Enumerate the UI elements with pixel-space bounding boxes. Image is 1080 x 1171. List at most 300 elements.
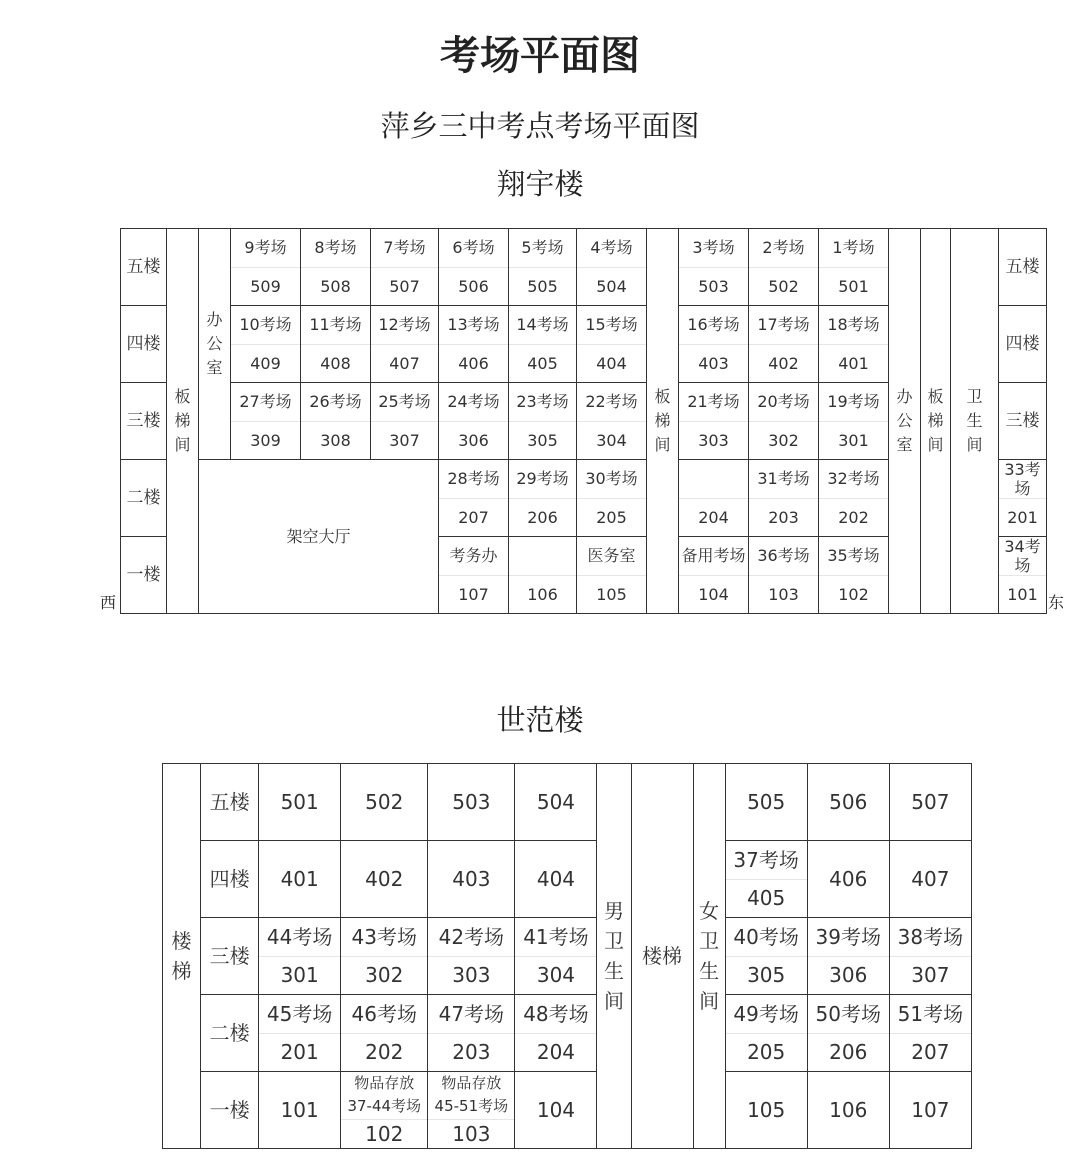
room-number: 302 [341, 956, 427, 995]
room-stack [679, 460, 748, 536]
exam-room-label: 7考场 [383, 238, 426, 258]
room-stack [301, 306, 370, 382]
room-stack [999, 537, 1046, 613]
exam-room-label: 6考场 [452, 238, 495, 258]
room-cell [231, 383, 301, 460]
room-number: 301 [819, 421, 888, 460]
room-stack [890, 995, 971, 1071]
female-restroom [693, 764, 725, 1149]
room-number: 305 [726, 956, 807, 995]
room-stack [259, 995, 340, 1071]
room-number: 101 [280, 1098, 319, 1122]
room-stack [819, 537, 888, 613]
room-cell [509, 537, 577, 614]
room-number: 308 [301, 421, 370, 460]
room-number: 405 [509, 344, 576, 383]
stairwell-right-text: 板梯间 [927, 387, 944, 454]
room-number: 403 [452, 867, 491, 891]
room-cell [515, 764, 597, 841]
room-number: 207 [890, 1033, 971, 1072]
room-number: 102 [341, 1119, 427, 1149]
stairs-left [163, 764, 201, 1149]
office-right [889, 229, 921, 614]
exam-room-label: 4考场 [590, 238, 633, 258]
room-cell [439, 306, 509, 383]
room-stack [509, 229, 576, 305]
exam-room-label [679, 460, 748, 498]
exam-room-label: 49考场 [733, 1001, 799, 1026]
room-cell [515, 1072, 597, 1149]
room-cell [341, 918, 428, 995]
room-number: 505 [509, 267, 576, 306]
room-number: 302 [749, 421, 818, 460]
room-cell [889, 918, 971, 995]
room-number: 203 [749, 498, 818, 537]
exam-room-label: 16考场 [687, 315, 740, 335]
floor-label-right-text: 五楼 [1005, 256, 1040, 277]
room-cell [371, 229, 439, 306]
exam-room-label: 31考场 [757, 469, 810, 489]
floor-label-text: 二楼 [126, 487, 161, 508]
room-stack [726, 918, 807, 994]
exam-room-label: 26考场 [309, 392, 362, 412]
room-stack [819, 229, 888, 305]
exam-room-label: 11考场 [309, 315, 362, 335]
floor-label-right-text: 三楼 [1005, 410, 1040, 431]
room-number: 203 [428, 1033, 514, 1072]
exam-room-label [428, 1072, 514, 1119]
male-restroom-text: 男卫生间 [604, 899, 624, 1013]
exam-room-label: 34考场 [1004, 537, 1041, 576]
room-stack [819, 460, 888, 536]
open-hall [199, 460, 439, 614]
room-cell [819, 537, 889, 614]
room-stack [439, 537, 508, 613]
room-stack [428, 1072, 514, 1148]
exam-room-label: 28考场 [447, 469, 500, 489]
floor-label-text: 五楼 [126, 256, 161, 277]
room-number: 107 [439, 575, 508, 614]
room-stack [509, 537, 576, 613]
room-stack [341, 995, 427, 1071]
room-number: 408 [301, 344, 370, 383]
room-number: 306 [808, 956, 889, 995]
room-number: 504 [577, 267, 646, 306]
room-cell [749, 460, 819, 537]
room-cell [679, 383, 749, 460]
exam-room-label: 13考场 [447, 315, 500, 335]
room-number: 206 [509, 498, 576, 537]
room-cell [889, 995, 971, 1072]
room-number: 103 [749, 575, 818, 614]
room-stack [679, 229, 748, 305]
exam-room-label: 46考场 [351, 1001, 417, 1026]
room-cell [259, 995, 341, 1072]
room-number: 303 [679, 421, 748, 460]
page-title: 考场平面图 [440, 32, 640, 79]
floor-row [163, 918, 972, 995]
exam-room-label: 29考场 [516, 469, 569, 489]
exam-room-label: 41考场 [523, 924, 589, 949]
room-stack [509, 383, 576, 459]
room-stack [679, 537, 748, 613]
room-number: 202 [341, 1033, 427, 1072]
room-cell [439, 383, 509, 460]
storage-note: 物品存放 37-44考场 [347, 1074, 422, 1116]
room-number: 104 [679, 575, 748, 614]
room-cell [577, 229, 647, 306]
stairs-middle-text: 楼梯 [642, 944, 683, 968]
room-stack [749, 383, 818, 459]
stairwell-middle [647, 229, 679, 614]
room-number: 103 [428, 1119, 514, 1149]
room-stack [679, 306, 748, 382]
room-stack [439, 306, 508, 382]
floor-label [121, 460, 167, 537]
room-cell [749, 229, 819, 306]
stairwell-middle-text: 板梯间 [654, 387, 671, 454]
room-number: 406 [829, 867, 868, 891]
room-cell [679, 537, 749, 614]
room-number: 305 [509, 421, 576, 460]
room-cell [577, 383, 647, 460]
room-number: 303 [428, 956, 514, 995]
floor-label-right-text: 四楼 [1005, 333, 1040, 354]
room-cell [577, 460, 647, 537]
room-cell [515, 995, 597, 1072]
floor-label-text: 一楼 [126, 564, 161, 585]
exam-room-label: 8考场 [314, 238, 357, 258]
room-cell [725, 918, 807, 995]
room-cell [439, 460, 509, 537]
room-stack [301, 229, 370, 305]
room-cell [725, 995, 807, 1072]
room-stack [577, 229, 646, 305]
room-stack [749, 306, 818, 382]
room-cell [999, 460, 1047, 537]
room-stack [577, 460, 646, 536]
exam-room-label: 23考场 [516, 392, 569, 412]
exam-room-label: 38考场 [897, 924, 964, 949]
room-cell [231, 306, 301, 383]
room-stack [515, 918, 596, 994]
building-1-title: 翔宇楼 [496, 167, 584, 201]
room-cell [819, 383, 889, 460]
room-cell [577, 306, 647, 383]
room-stack [819, 383, 888, 459]
exam-room-label: 17考场 [757, 315, 810, 335]
room-stack [509, 460, 576, 536]
room-number: 407 [371, 344, 438, 383]
floor-label [201, 841, 259, 918]
room-cell [679, 229, 749, 306]
room-cell [341, 764, 428, 841]
room-stack [679, 383, 748, 459]
floor-label-text: 二楼 [209, 1021, 250, 1045]
floor-row [163, 1072, 972, 1149]
room-cell [749, 537, 819, 614]
room-cell [819, 306, 889, 383]
room-cell [515, 918, 597, 995]
room-cell [889, 841, 971, 918]
room-cell [428, 1072, 515, 1149]
room-number: 502 [749, 267, 818, 306]
room-cell [439, 537, 509, 614]
exam-room-label: 21考场 [687, 392, 740, 412]
floor-label [201, 764, 259, 841]
room-number: 306 [439, 421, 508, 460]
room-cell [301, 306, 371, 383]
room-number: 105 [747, 1098, 786, 1122]
room-cell [807, 918, 889, 995]
room-cell [341, 995, 428, 1072]
room-cell [807, 995, 889, 1072]
room-number: 205 [577, 498, 646, 537]
exam-room-label [509, 537, 576, 575]
room-cell [679, 460, 749, 537]
room-stack [808, 918, 889, 994]
room-cell [439, 229, 509, 306]
floor-row [163, 995, 972, 1072]
room-cell [341, 841, 428, 918]
exam-room-label: 43考场 [351, 924, 417, 949]
room-stack [259, 918, 340, 994]
exam-room-label: 医务室 [587, 546, 636, 566]
room-cell [509, 460, 577, 537]
room-cell [301, 383, 371, 460]
room-cell [428, 918, 515, 995]
room-number: 307 [371, 421, 438, 460]
room-number: 309 [231, 421, 300, 460]
room-cell [509, 229, 577, 306]
open-hall-text: 架空大厅 [286, 526, 351, 546]
exam-room-label: 45考场 [266, 1001, 333, 1026]
room-number: 401 [819, 344, 888, 383]
restroom-text: 卫生间 [966, 387, 983, 454]
exam-room-label: 12考场 [378, 315, 431, 335]
room-number: 301 [259, 956, 340, 995]
exam-room-label: 备用考场 [681, 546, 746, 566]
room-number: 101 [999, 575, 1046, 613]
room-number: 304 [577, 421, 646, 460]
exam-room-label: 36考场 [757, 546, 810, 566]
exam-room-label: 32考场 [827, 469, 880, 489]
room-stack [439, 383, 508, 459]
room-stack [231, 383, 300, 459]
room-number: 405 [726, 879, 807, 918]
room-number: 307 [890, 956, 971, 995]
room-stack [428, 918, 514, 994]
room-number: 509 [231, 267, 300, 306]
room-stack [509, 306, 576, 382]
room-cell [428, 764, 515, 841]
floor-label-text: 三楼 [209, 944, 250, 968]
room-stack [439, 460, 508, 536]
room-stack [371, 229, 438, 305]
room-number: 201 [259, 1033, 340, 1072]
exam-room-label: 9考场 [244, 238, 287, 258]
room-cell [231, 229, 301, 306]
exam-room-label: 15考场 [585, 315, 638, 335]
exam-room-label: 3考场 [692, 238, 735, 258]
room-number: 402 [365, 867, 404, 891]
floor-label-right [999, 383, 1047, 460]
restroom [951, 229, 999, 614]
room-cell [428, 995, 515, 1072]
room-stack [301, 383, 370, 459]
exam-room-label: 40考场 [733, 924, 799, 949]
exam-room-label: 50考场 [815, 1001, 881, 1026]
room-stack [577, 537, 646, 613]
room-cell [679, 306, 749, 383]
room-cell [371, 383, 439, 460]
exam-room-label: 37考场 [733, 847, 799, 872]
room-number: 504 [536, 790, 576, 814]
exam-room-label: 2考场 [762, 238, 805, 258]
room-cell [515, 841, 597, 918]
exam-room-label: 18考场 [827, 315, 880, 335]
room-cell [259, 841, 341, 918]
room-number: 507 [371, 267, 438, 306]
floor-label [121, 383, 167, 460]
room-stack [999, 460, 1046, 536]
floor-label [121, 537, 167, 614]
storage-note: 物品存放 45-51考场 [434, 1074, 509, 1116]
room-number: 105 [577, 575, 646, 614]
exam-room-label: 25考场 [378, 392, 431, 412]
room-cell [259, 764, 341, 841]
exam-room-label: 42考场 [438, 924, 505, 949]
female-restroom-text: 女卫生间 [699, 899, 720, 1013]
room-number: 407 [911, 867, 950, 891]
room-stack [231, 229, 300, 305]
exam-room-label: 33考场 [1004, 460, 1041, 499]
exam-room-label: 考务办 [449, 546, 498, 566]
room-stack [749, 229, 818, 305]
room-number: 503 [679, 267, 748, 306]
exam-room-label: 20考场 [757, 392, 810, 412]
room-number: 206 [808, 1033, 889, 1072]
room-cell [428, 841, 515, 918]
room-stack [577, 306, 646, 382]
office-left [199, 229, 231, 460]
room-number: 503 [452, 790, 491, 814]
room-stack [749, 460, 818, 536]
room-number: 506 [829, 790, 868, 814]
office-right-text: 办公室 [896, 387, 913, 454]
floor-label-right [999, 306, 1047, 383]
room-cell [259, 918, 341, 995]
room-number: 201 [999, 498, 1046, 536]
room-number: 202 [819, 498, 888, 537]
exam-room-label: 5考场 [521, 238, 564, 258]
room-number: 505 [747, 790, 786, 814]
floor-label-right [999, 229, 1047, 306]
room-cell [371, 306, 439, 383]
floor-label-text: 四楼 [126, 333, 161, 354]
room-cell [749, 306, 819, 383]
room-number: 104 [536, 1098, 576, 1122]
office-left-text: 办公室 [206, 310, 223, 377]
room-number: 106 [829, 1098, 868, 1122]
exam-room-label: 51考场 [897, 1001, 964, 1026]
room-stack [890, 918, 971, 994]
room-cell [509, 383, 577, 460]
room-number: 401 [280, 867, 319, 891]
room-number: 508 [301, 267, 370, 306]
exam-room-label: 1考场 [832, 238, 875, 258]
exam-room-label: 47考场 [438, 1001, 505, 1026]
floor-label [201, 918, 259, 995]
stairwell-right [921, 229, 951, 614]
room-stack [371, 306, 438, 382]
room-number: 507 [911, 790, 950, 814]
male-restroom [597, 764, 631, 1149]
exam-room-label: 24考场 [447, 392, 500, 412]
east-label: 东 [1048, 593, 1065, 612]
room-number: 102 [819, 575, 888, 614]
stairwell-left [167, 229, 199, 614]
exam-room-label: 10考场 [239, 315, 292, 335]
page-subtitle: 萍乡三中考点考场平面图 [380, 109, 700, 143]
room-stack [341, 1072, 427, 1148]
floor-label [121, 306, 167, 383]
exam-room-label [341, 1072, 427, 1119]
room-cell [819, 460, 889, 537]
room-cell [889, 764, 971, 841]
room-cell [807, 764, 889, 841]
room-number: 506 [439, 267, 508, 306]
floor-label [201, 995, 259, 1072]
room-cell [889, 1072, 971, 1149]
floor-label [121, 229, 167, 306]
room-number: 403 [679, 344, 748, 383]
room-cell [725, 1072, 807, 1149]
floor-label [201, 1072, 259, 1149]
exam-room-label: 44考场 [266, 924, 333, 949]
exam-room-label: 27考场 [239, 392, 292, 412]
floor-label-text: 四楼 [209, 867, 250, 891]
room-number: 304 [515, 956, 596, 995]
exam-room-label: 30考场 [585, 469, 638, 489]
room-number: 501 [280, 790, 319, 814]
floor-label-text: 三楼 [126, 410, 161, 431]
room-number: 501 [819, 267, 888, 306]
room-stack [231, 306, 300, 382]
room-stack [515, 995, 596, 1071]
floor-row [163, 841, 972, 918]
room-stack [439, 229, 508, 305]
room-stack [726, 841, 807, 917]
exam-room-label: 35考场 [827, 546, 880, 566]
room-cell [259, 1072, 341, 1149]
exam-room-label: 19考场 [827, 392, 880, 412]
room-stack [341, 918, 427, 994]
room-cell [725, 764, 807, 841]
room-stack [819, 306, 888, 382]
room-number: 205 [726, 1033, 807, 1072]
stairs-left-text: 楼梯 [171, 929, 192, 983]
room-number: 402 [749, 344, 818, 383]
room-number: 409 [231, 344, 300, 383]
room-cell [577, 537, 647, 614]
room-cell [725, 841, 807, 918]
room-cell [509, 306, 577, 383]
room-number: 204 [679, 498, 748, 537]
building-1-floor-plan [120, 228, 1047, 614]
room-stack [749, 537, 818, 613]
room-cell [341, 1072, 428, 1149]
